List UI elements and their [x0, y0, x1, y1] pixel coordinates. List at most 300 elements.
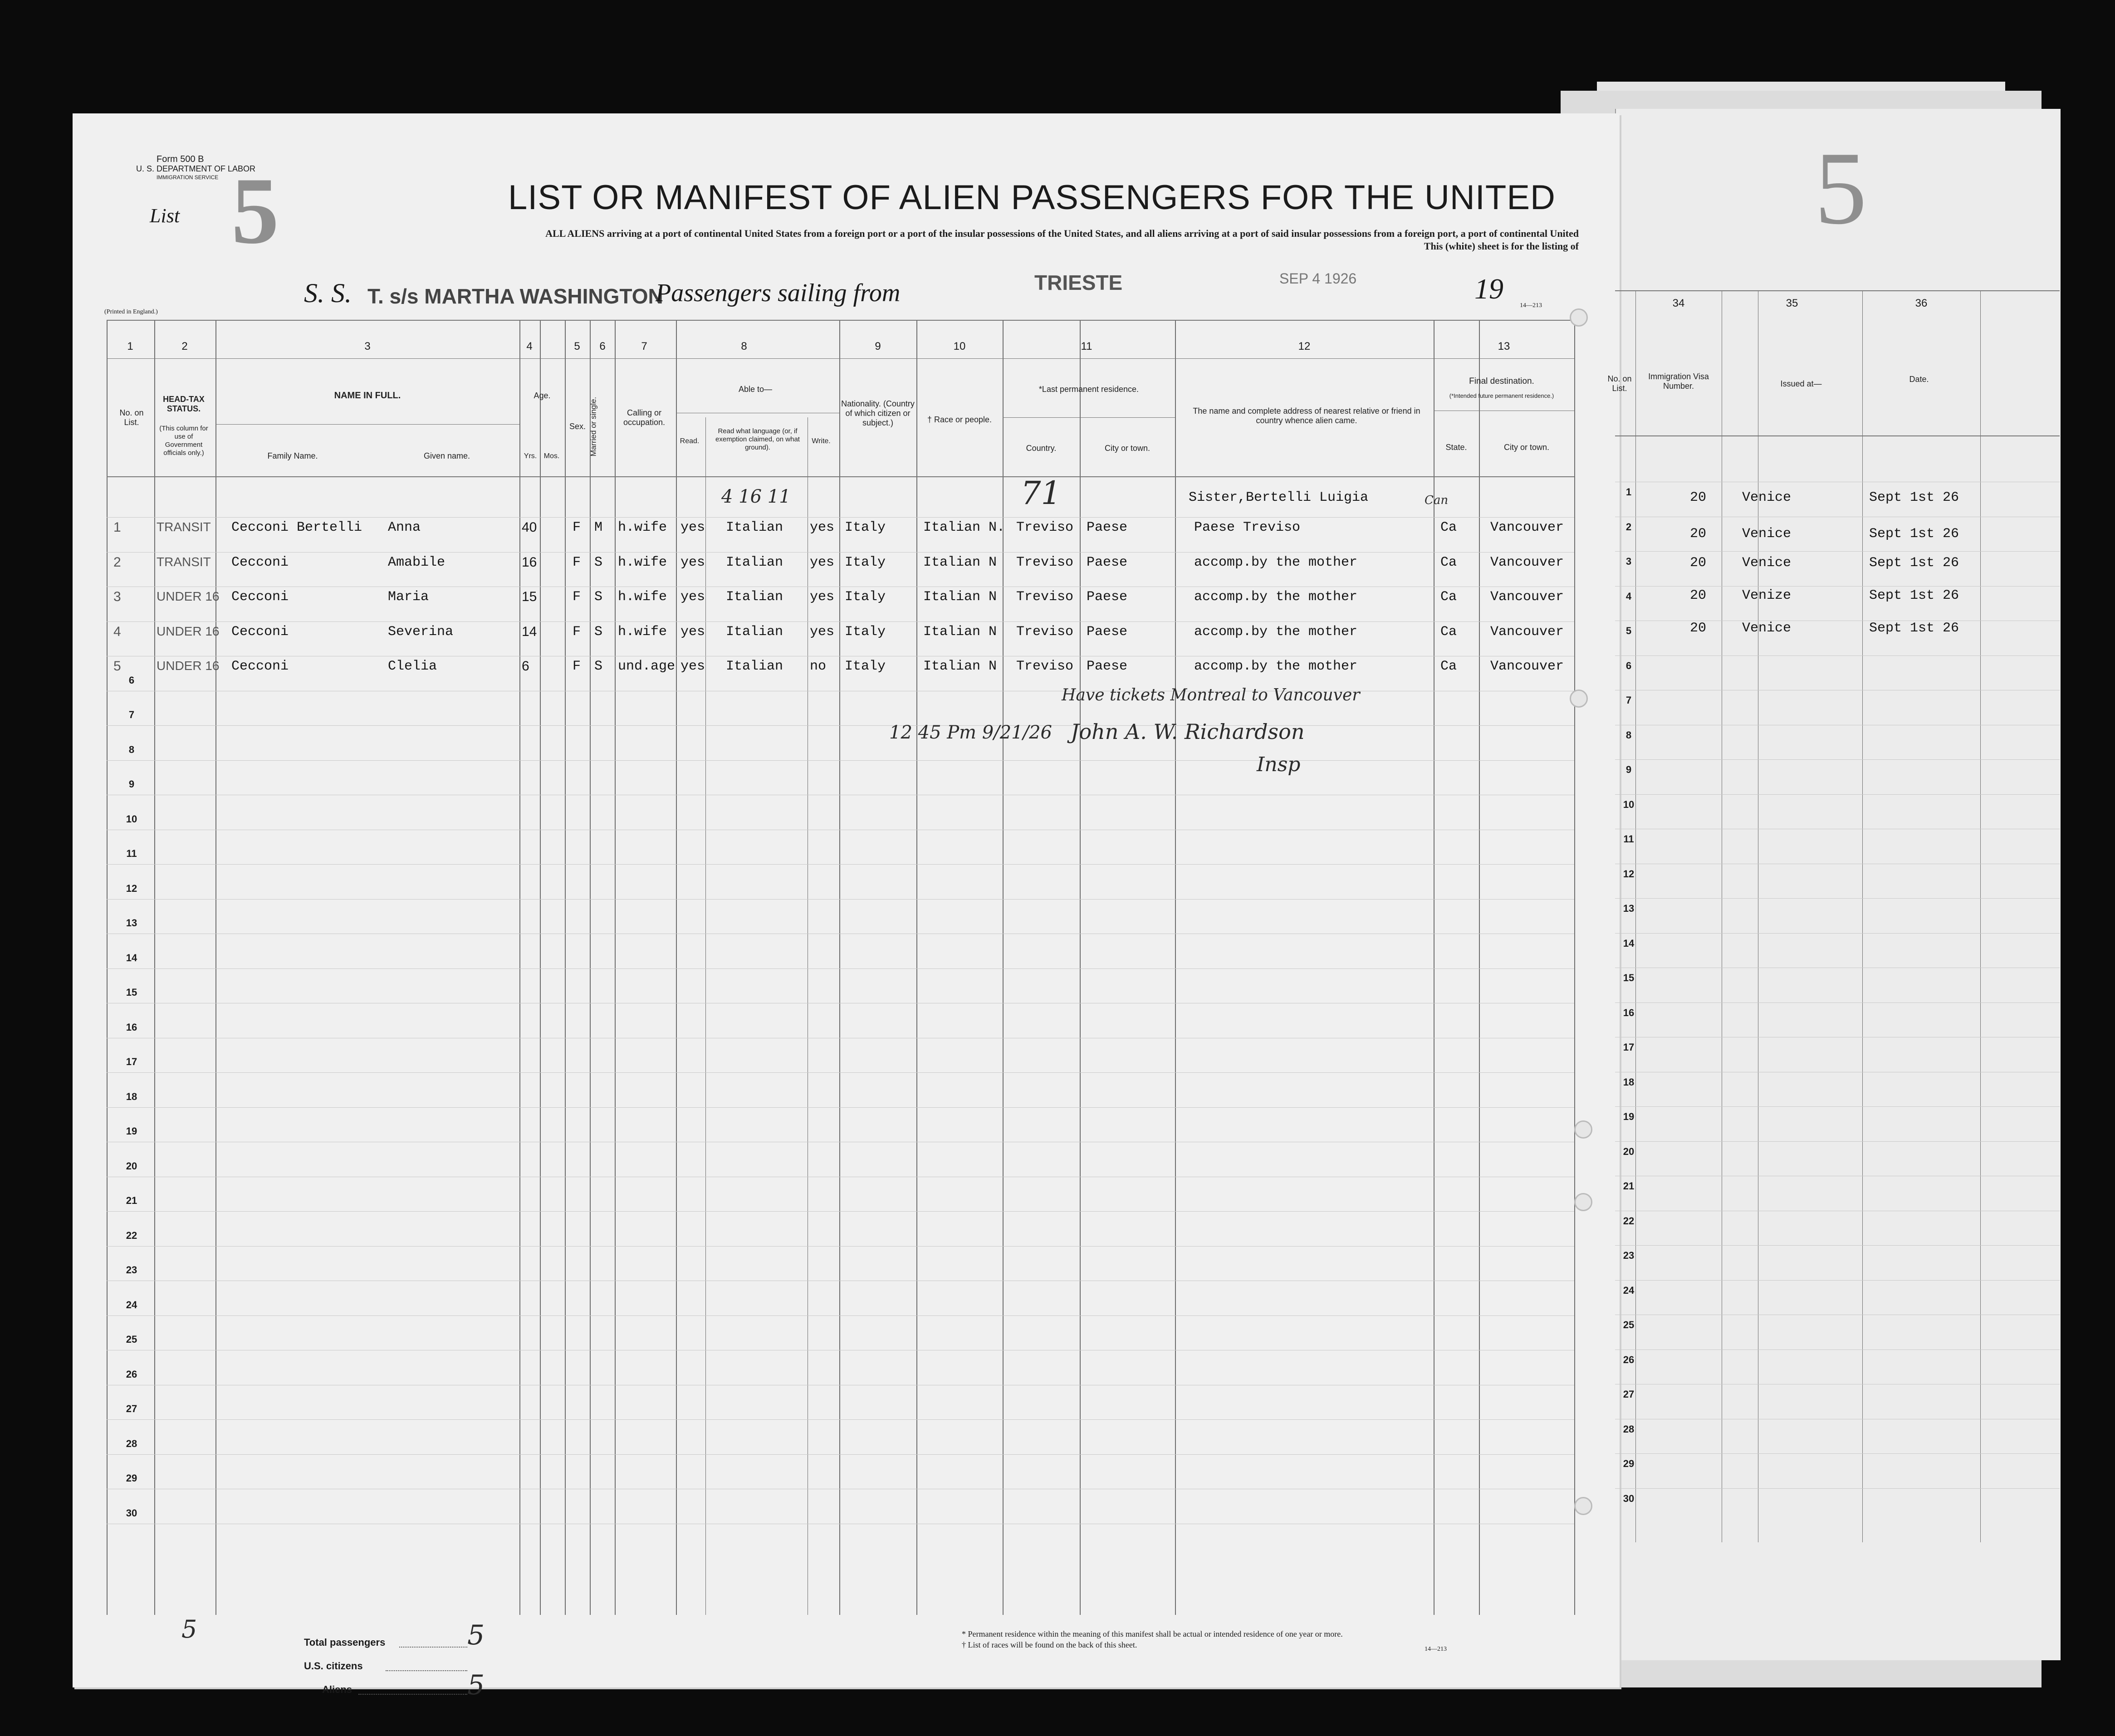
- table-row-rule: [107, 517, 1574, 518]
- row-number: 25: [126, 1334, 137, 1345]
- footer-form-code: 14—213: [1425, 1646, 1447, 1653]
- visa-row-number: 9: [1625, 764, 1632, 775]
- visa-column-divider: [1862, 290, 1863, 1542]
- passenger-marital: S: [594, 589, 603, 605]
- table-column-divider: [916, 320, 917, 1615]
- departure-port: TRIESTE: [1034, 271, 1123, 294]
- table-row-rule: [107, 760, 1574, 761]
- visa-table-top: [1615, 290, 2060, 291]
- aliens-leader: [358, 1694, 467, 1695]
- passenger-sex: F: [573, 624, 581, 640]
- passenger-city: Paese: [1087, 589, 1128, 605]
- passenger-language: Italian: [726, 589, 783, 605]
- passenger-marital: M: [594, 520, 603, 535]
- passenger-state: Ca: [1440, 659, 1457, 674]
- header-given-name: Given name.: [423, 451, 470, 460]
- passenger-sex: F: [573, 659, 581, 674]
- visa-row-number: 27: [1623, 1389, 1635, 1400]
- passenger-state: Ca: [1440, 624, 1457, 640]
- visa-column-divider: [1980, 290, 1981, 1542]
- row-number: 15: [126, 987, 137, 998]
- name-subheader-rule: [215, 424, 519, 425]
- passenger-write: yes: [810, 554, 835, 570]
- footnote-residence: * Permanent residence within the meaning of this manifest shall be actual or intended residence of one year or more.: [962, 1629, 1343, 1638]
- footnote-races: † List of races will be found on the back of this sheet.: [962, 1640, 1137, 1649]
- row-number: 21: [126, 1195, 137, 1206]
- table-column-divider: [565, 320, 566, 1615]
- passenger-marital: S: [594, 624, 603, 640]
- visa-date: Sept 1st 26: [1869, 621, 1959, 636]
- visa-issued: Venice: [1742, 621, 1792, 636]
- table-row-rule: [107, 864, 1574, 865]
- visa-row-rule: [1615, 898, 2060, 899]
- manifest-subtitle: ALL ALIENS arriving at a port of continental United States from a foreign port or a port of the insular possessions of the United States, and all aliens arriving at a port of said insular possessions from a foreign port, a port of continental United: [545, 228, 1579, 239]
- handwritten-ticket-note: Have tickets Montreal to Vancouver: [1062, 686, 1360, 704]
- table-row-rule: [107, 1454, 1574, 1455]
- binder-hole: [1574, 1120, 1592, 1139]
- visa-column-divider: [1635, 290, 1636, 1542]
- header-last-residence: *Last permanent residence.: [1038, 385, 1139, 394]
- column-number: 3: [364, 340, 371, 352]
- passenger-relative: accomp.by the mother: [1194, 554, 1358, 570]
- visa-row-rule: [1615, 1488, 2060, 1489]
- row-number: 19: [126, 1125, 137, 1137]
- visa-date: Sept 1st 26: [1869, 555, 1959, 571]
- printed-note: (Printed in England.): [104, 308, 158, 315]
- passenger-given: Clelia: [388, 659, 437, 674]
- header-final-dest-note: (*Intended future permanent residence.): [1449, 392, 1554, 399]
- row-number: 11: [126, 848, 137, 859]
- passenger-given: Severina: [388, 624, 454, 640]
- visa-row-rule: [1615, 1245, 2060, 1246]
- form-number: Form 500 B: [157, 154, 204, 164]
- row-number: 30: [126, 1507, 137, 1519]
- row-number: 18: [126, 1091, 137, 1102]
- passenger-given: Maria: [388, 589, 429, 605]
- passenger-nationality: Italy: [845, 659, 886, 674]
- passenger-write: yes: [810, 520, 835, 535]
- column-number: 7: [641, 340, 647, 352]
- year-label: 19: [1474, 273, 1503, 305]
- visa-visa: 20: [1690, 588, 1707, 603]
- passenger-status: UNDER 16: [157, 659, 220, 673]
- row-number: 27: [126, 1403, 137, 1414]
- passenger-no: 3: [113, 589, 121, 604]
- passenger-read: yes: [681, 520, 705, 535]
- passenger-family: Cecconi: [231, 554, 289, 570]
- visa-row-number: 5: [1625, 625, 1632, 636]
- visa-row-rule: [1615, 655, 2060, 656]
- passenger-state: Ca: [1440, 554, 1457, 570]
- department-name: U. S. DEPARTMENT OF LABOR: [136, 164, 256, 173]
- visa-row-rule: [1615, 586, 2060, 587]
- visa-row-rule: [1615, 551, 2060, 552]
- table-row-rule: [107, 1246, 1574, 1247]
- header-state: State.: [1445, 443, 1467, 452]
- column-number: 11: [1081, 340, 1092, 352]
- header-no-on-list: No. on List.: [119, 408, 144, 427]
- visa-visa: 20: [1690, 555, 1707, 571]
- column-number: 8: [741, 340, 747, 352]
- visa-row-number: 28: [1623, 1423, 1635, 1435]
- header-visa-no-on-list: No. on List.: [1607, 374, 1632, 393]
- passenger-no: 1: [113, 520, 121, 535]
- passenger-write: no: [810, 659, 827, 674]
- visa-column-number: 36: [1915, 297, 1928, 309]
- header-able-to: Able to—: [738, 385, 773, 394]
- sailing-label: Passengers sailing from: [656, 279, 901, 307]
- table-column-divider: [1175, 320, 1176, 1615]
- column-number: 4: [526, 340, 533, 352]
- passenger-calling: h.wife: [618, 520, 667, 535]
- column-number: 1: [127, 340, 133, 352]
- passenger-age: 16: [522, 554, 537, 570]
- header-head-tax-note: (This column for use of Government officials only.): [159, 425, 208, 457]
- passenger-city: Paese: [1087, 624, 1128, 640]
- row-number: 13: [126, 917, 137, 929]
- passenger-family: Cecconi: [231, 624, 289, 640]
- passenger-country: Treviso: [1016, 554, 1074, 570]
- header-age-mos: Mos.: [543, 452, 560, 460]
- column-number: 2: [181, 340, 188, 352]
- handwritten-margin-mark: 5: [181, 1615, 197, 1643]
- visa-row-number: 23: [1623, 1250, 1635, 1261]
- visa-row-number: 22: [1623, 1215, 1635, 1227]
- row-number: 29: [126, 1472, 137, 1484]
- table-top-border: [107, 320, 1574, 321]
- passenger-read: yes: [681, 589, 705, 605]
- column-number: 9: [875, 340, 881, 352]
- passenger-country: Treviso: [1016, 659, 1074, 674]
- list-label: List: [150, 205, 180, 227]
- visa-column-number: 35: [1786, 297, 1798, 309]
- passenger-state: Ca: [1440, 520, 1457, 535]
- passenger-country: Treviso: [1016, 520, 1074, 535]
- passenger-nationality: Italy: [845, 554, 886, 570]
- header-visa-number: Immigration Visa Number.: [1648, 372, 1709, 391]
- table-row-rule: [107, 1211, 1574, 1212]
- header-head-tax: HEAD-TAX STATUS.: [163, 395, 205, 413]
- manifest-sheet: [73, 113, 1620, 1687]
- column-number: 5: [574, 340, 580, 352]
- visa-row-number: 2: [1625, 521, 1632, 533]
- table-row-rule: [107, 899, 1574, 900]
- row-number: 8: [128, 743, 135, 755]
- ss-label: S. S.: [304, 278, 352, 308]
- passenger-calling: h.wife: [618, 624, 667, 640]
- passenger-age: 14: [522, 624, 537, 639]
- row-number: 12: [126, 882, 137, 894]
- visa-table-header-border: [1615, 435, 2060, 436]
- row-number: 6: [128, 674, 135, 686]
- visa-row-number: 8: [1625, 729, 1632, 741]
- handwritten-time: 12 45 Pm 9/21/26: [889, 722, 1052, 743]
- passenger-race: Italian N: [923, 554, 997, 570]
- passenger-relative: Paese Treviso: [1194, 520, 1301, 535]
- binder-hole: [1574, 1497, 1592, 1515]
- column-number: 13: [1498, 340, 1510, 352]
- binder-hole: [1570, 308, 1588, 327]
- manifest-subtitle-2: This (white) sheet is for the listing of: [1424, 240, 1579, 252]
- row-number: 20: [126, 1160, 137, 1172]
- table-column-divider: [107, 320, 108, 1615]
- visa-row-number: 19: [1623, 1111, 1635, 1122]
- service-name: IMMIGRATION SERVICE: [157, 174, 219, 181]
- passenger-country: Treviso: [1016, 624, 1074, 640]
- passenger-sex: F: [573, 589, 581, 605]
- passenger-race: Italian N: [923, 624, 997, 640]
- visa-issued: Venice: [1742, 490, 1792, 505]
- passenger-family: Cecconi: [231, 589, 289, 605]
- passenger-family: Cecconi: [231, 659, 289, 674]
- passenger-given: Anna: [388, 520, 421, 535]
- table-row-rule: [107, 1107, 1574, 1108]
- visa-issued: Venice: [1742, 526, 1792, 542]
- passenger-dest: Vancouver: [1490, 659, 1564, 674]
- passenger-race: Italian N.: [923, 520, 1005, 535]
- handwritten-mark: 71: [1021, 474, 1062, 512]
- row-number: 17: [126, 1056, 137, 1067]
- header-married: Married or single.: [589, 396, 598, 457]
- passenger-age: 15: [522, 589, 537, 604]
- passenger-status: TRANSIT: [157, 554, 211, 569]
- visa-date: Sept 1st 26: [1869, 588, 1959, 603]
- passenger-calling: und.age: [618, 659, 676, 674]
- visa-row-number: 30: [1623, 1492, 1635, 1504]
- passenger-status: UNDER 16: [157, 589, 220, 603]
- visa-date: Sept 1st 26: [1869, 526, 1959, 542]
- header-family-name: Family Name.: [267, 451, 318, 460]
- column-number: 6: [599, 340, 606, 352]
- row-number: 14: [126, 952, 137, 963]
- table-column-divider: [215, 320, 216, 1615]
- passenger-status: UNDER 16: [157, 624, 220, 638]
- visa-row-rule: [1615, 1280, 2060, 1281]
- row-number: 22: [126, 1229, 137, 1241]
- visa-row-rule: [1615, 933, 2060, 934]
- passenger-race: Italian N: [923, 589, 997, 605]
- header-name-in-full: NAME IN FULL.: [334, 391, 401, 401]
- passenger-relative: accomp.by the mother: [1194, 659, 1358, 674]
- header-age: Age.: [534, 391, 551, 400]
- inspector-signature: John A. W. Richardson: [1071, 719, 1305, 744]
- passenger-language: Italian: [726, 659, 783, 674]
- total-passengers-value: 5: [467, 1619, 485, 1651]
- passenger-city: Paese: [1087, 659, 1128, 674]
- passenger-read: yes: [681, 554, 705, 570]
- header-read-what: Read what language (or, if exemption claimed, on what ground).: [715, 427, 800, 451]
- table-row-rule: [107, 1419, 1574, 1420]
- passenger-no: 2: [113, 554, 121, 570]
- column-number: 12: [1298, 340, 1311, 352]
- passenger-city: Paese: [1087, 520, 1128, 535]
- passenger-read: yes: [681, 659, 705, 674]
- passenger-dest: Vancouver: [1490, 624, 1564, 640]
- table-column-divider: [676, 320, 677, 1615]
- passenger-sex: F: [573, 554, 581, 570]
- visa-row-number: 14: [1623, 937, 1635, 949]
- total-passengers-label: Total passengers: [304, 1637, 386, 1648]
- handwritten-code: 4 16 11: [721, 486, 791, 507]
- passenger-language: Italian: [726, 624, 783, 640]
- column-number: 10: [953, 340, 966, 352]
- citizens-leader: [386, 1670, 467, 1671]
- header-relative: The name and complete address of nearest relative or friend in country whence alien came.: [1193, 406, 1420, 425]
- visa-date: Sept 1st 26: [1869, 490, 1959, 505]
- binder-hole: [1574, 1193, 1592, 1211]
- header-sex: Sex.: [569, 422, 586, 431]
- binder-hole: [1570, 690, 1588, 708]
- passenger-write: yes: [810, 624, 835, 640]
- passenger-sex: F: [573, 520, 581, 535]
- table-row-rule: [107, 621, 1574, 622]
- passenger-nationality: Italy: [845, 520, 886, 535]
- header-country: Country.: [1026, 444, 1057, 453]
- table-header-border: [107, 476, 1574, 477]
- visa-row-number: 26: [1623, 1354, 1635, 1365]
- row-number: 10: [126, 813, 137, 825]
- table-column-divider: [615, 320, 616, 1615]
- visa-row-number: 13: [1623, 903, 1635, 914]
- passenger-age: 6: [522, 659, 529, 674]
- row-number: 9: [128, 778, 135, 790]
- visa-row-rule: [1615, 759, 2060, 760]
- visa-visa: 20: [1690, 621, 1707, 636]
- passenger-read: yes: [681, 624, 705, 640]
- ship-name: T. s/s MARTHA WASHINGTON: [367, 284, 663, 308]
- passenger-dest: Vancouver: [1490, 554, 1564, 570]
- visa-row-number: 24: [1623, 1284, 1635, 1296]
- visa-row-number: 12: [1623, 868, 1635, 880]
- visa-row-number: 20: [1623, 1145, 1635, 1157]
- table-row-rule: [107, 552, 1574, 553]
- passenger-language: Italian: [726, 554, 783, 570]
- date-stamp: SEP 4 1926: [1279, 270, 1357, 287]
- passenger-state: Ca: [1440, 589, 1457, 605]
- passenger-language: Italian: [726, 520, 783, 535]
- visa-row-number: 18: [1623, 1076, 1635, 1088]
- table-column-divider: [519, 320, 520, 1615]
- total-leader: [399, 1647, 467, 1648]
- visa-row-number: 3: [1625, 556, 1632, 567]
- passenger-no: 4: [113, 624, 121, 639]
- table-row-rule: [107, 968, 1574, 969]
- visa-issued: Venize: [1742, 588, 1792, 603]
- form-code: 14—213: [1520, 302, 1542, 309]
- visa-row-number: 16: [1623, 1007, 1635, 1018]
- visa-continuation-sheet: [1615, 109, 2061, 1660]
- table-column-divider: [1574, 320, 1575, 1615]
- passenger-relative: accomp.by the mother: [1194, 624, 1358, 640]
- table-row-rule: [107, 1072, 1574, 1073]
- visa-row-number: 10: [1623, 798, 1635, 810]
- visa-issued: Venice: [1742, 555, 1792, 571]
- row-number: 28: [126, 1438, 137, 1449]
- passenger-age: 40: [522, 520, 537, 535]
- visa-row-rule: [1615, 1002, 2060, 1003]
- visa-visa: 20: [1690, 526, 1707, 542]
- visa-row-number: 25: [1623, 1319, 1635, 1330]
- table-column-divider: [154, 320, 155, 1615]
- passenger-country: Treviso: [1016, 589, 1074, 605]
- visa-row-rule: [1615, 1453, 2060, 1454]
- visa-row-number: 17: [1623, 1042, 1635, 1053]
- visa-row-number: 4: [1625, 590, 1632, 602]
- passenger-nationality: Italy: [845, 624, 886, 640]
- table-column-divider: [540, 320, 541, 1615]
- table-column-divider: [839, 320, 840, 1615]
- passenger-given: Amabile: [388, 554, 446, 570]
- header-final-destination: Final destination.: [1469, 377, 1534, 386]
- passenger-no: 5: [113, 659, 121, 674]
- header-read: Read.: [680, 437, 700, 445]
- row-number: 23: [126, 1264, 137, 1276]
- header-race: † Race or people.: [927, 415, 992, 424]
- table-column-divider: [590, 320, 591, 1615]
- aliens-value: 5: [467, 1669, 485, 1701]
- visa-row-rule: [1615, 1106, 2060, 1107]
- relative-line-1: Sister,Bertelli Luigia: [1189, 490, 1369, 505]
- row-number: 7: [128, 709, 135, 720]
- passenger-marital: S: [594, 554, 603, 570]
- passenger-relative: accomp.by the mother: [1194, 589, 1358, 605]
- passenger-status: TRANSIT: [157, 520, 211, 534]
- residence-subheader-rule: [1003, 417, 1175, 418]
- visa-row-number: 1: [1625, 486, 1632, 498]
- header-issued-at: Issued at—: [1780, 379, 1822, 388]
- inspector-title: Insp: [1257, 753, 1301, 776]
- passenger-write: yes: [810, 589, 835, 605]
- visa-row-rule: [1615, 1141, 2060, 1142]
- passenger-marital: S: [594, 659, 603, 674]
- visa-row-rule: [1615, 794, 2060, 795]
- header-write: Write.: [812, 437, 831, 445]
- visa-visa: 20: [1690, 490, 1707, 505]
- table-row-rule: [107, 725, 1574, 726]
- column-number-divider: [107, 358, 1574, 359]
- table-column-divider: [705, 417, 706, 1615]
- visa-row-number: 15: [1623, 972, 1635, 983]
- list-number: 5: [231, 158, 279, 264]
- header-date: Date.: [1909, 375, 1929, 384]
- table-column-divider: [1003, 320, 1004, 1615]
- header-city: City or town.: [1104, 444, 1151, 453]
- handwritten-can: Can: [1425, 494, 1449, 507]
- visa-row-number: 29: [1623, 1458, 1635, 1469]
- aliens-label: Aliens: [322, 1684, 352, 1695]
- header-nationality: Nationality. (Country of which citizen or subject.): [841, 399, 915, 427]
- row-number: 16: [126, 1021, 137, 1033]
- passenger-family: Cecconi Bertelli: [231, 520, 362, 535]
- header-calling: Calling or occupation.: [623, 408, 666, 427]
- header-city-destination: City or town.: [1503, 443, 1550, 452]
- row-number: 26: [126, 1368, 137, 1380]
- right-list-number: 5: [1815, 130, 1867, 246]
- table-row-rule: [107, 1315, 1574, 1316]
- manifest-title: LIST OR MANIFEST OF ALIEN PASSENGERS FOR THE UNITED: [508, 178, 1556, 217]
- passenger-nationality: Italy: [845, 589, 886, 605]
- table-column-divider: [1080, 320, 1081, 1615]
- row-number: 24: [126, 1299, 137, 1311]
- visa-row-number: 6: [1625, 660, 1632, 671]
- passenger-city: Paese: [1087, 554, 1128, 570]
- us-citizens-label: U.S. citizens: [304, 1660, 363, 1672]
- passenger-dest: Vancouver: [1490, 520, 1564, 535]
- passenger-calling: h.wife: [618, 589, 667, 605]
- visa-row-number: 21: [1623, 1180, 1635, 1192]
- visa-column-number: 34: [1672, 297, 1685, 309]
- passenger-race: Italian N: [923, 659, 997, 674]
